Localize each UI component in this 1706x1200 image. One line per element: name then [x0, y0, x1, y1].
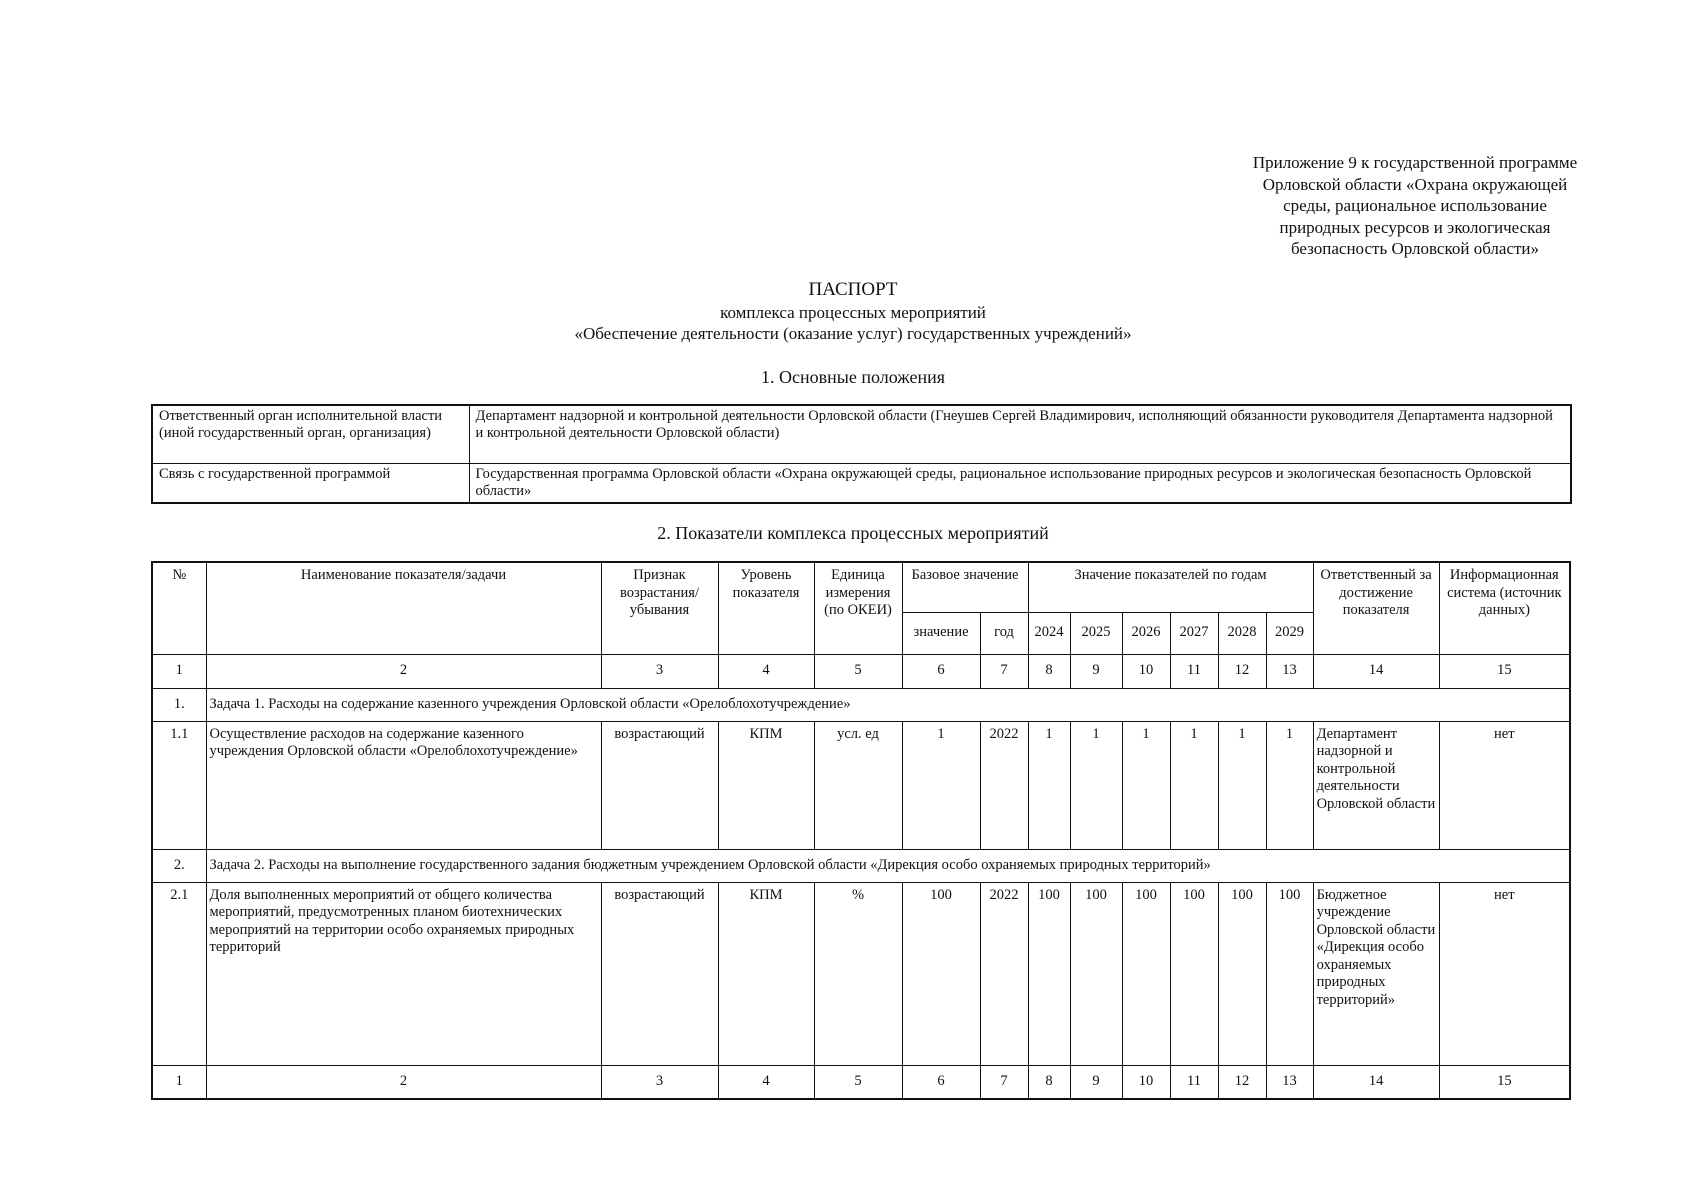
indicator-name: Осуществление расходов на содержание казенного учреждения Орловской области «Орелоблохотучреждение»: [206, 721, 601, 849]
main-provisions-table: [151, 404, 1572, 504]
section1-heading: 1. Основные положения: [761, 367, 945, 387]
column-number: 3: [601, 654, 718, 688]
row-number: 2.1: [152, 882, 206, 1065]
indicator-year-value: 1: [1070, 721, 1122, 849]
row-number: 1.1: [152, 721, 206, 849]
indicator-year-value: 100: [1266, 882, 1313, 1065]
col-header-base-value: значение: [902, 612, 980, 654]
indicator-year-value: 1: [1028, 721, 1070, 849]
indicator-year-value: 1: [1122, 721, 1170, 849]
column-number: 2: [206, 1065, 601, 1099]
col-header-sign: Признак возрастания/ убывания: [601, 562, 718, 654]
col-header-year: 2029: [1266, 612, 1313, 654]
indicator-info-system: нет: [1439, 721, 1570, 849]
indicator-year-value: 100: [1218, 882, 1266, 1065]
column-number: 1: [152, 1065, 206, 1099]
column-number: 9: [1070, 1065, 1122, 1099]
indicator-unit: усл. ед: [814, 721, 902, 849]
column-number: 6: [902, 654, 980, 688]
col-header-year: 2027: [1170, 612, 1218, 654]
table-row: [152, 882, 1570, 1065]
column-number: 12: [1218, 654, 1266, 688]
column-numbers-row: [152, 1065, 1570, 1099]
indicator-base-year: 2022: [980, 882, 1028, 1065]
column-number: 10: [1122, 1065, 1170, 1099]
title-subtitle: комплекса процессных мероприятий: [720, 303, 986, 322]
task-row: [152, 849, 1570, 882]
indicator-year-value: 100: [1028, 882, 1070, 1065]
task-text: Задача 1. Расходы на содержание казенного учреждения Орловской области «Орелоблохотучреждение»: [206, 688, 1570, 721]
title-passport: ПАСПОРТ: [808, 279, 898, 300]
table-row: [152, 721, 1570, 849]
indicators-table: [151, 561, 1571, 1100]
provision-value: Государственная программа Орловской области «Охрана окружающей среды, рациональное использование природных ресурсов и экологическая безопасность Орловской области»: [469, 463, 1571, 503]
task-text: Задача 2. Расходы на выполнение государственного задания бюджетным учреждением Орловской области «Дирекция особо охраняемых природных территорий»: [206, 849, 1570, 882]
indicator-year-value: 100: [1070, 882, 1122, 1065]
column-number: 6: [902, 1065, 980, 1099]
col-header-year: 2024: [1028, 612, 1070, 654]
column-number: 4: [718, 654, 814, 688]
column-number: 15: [1439, 654, 1570, 688]
indicator-base-year: 2022: [980, 721, 1028, 849]
column-number: 14: [1313, 1065, 1439, 1099]
indicator-level: КПМ: [718, 721, 814, 849]
indicator-year-value: 100: [1122, 882, 1170, 1065]
task-number: 2.: [152, 849, 206, 882]
indicator-responsible: Департамент надзорной и контрольной деятельности Орловской области: [1313, 721, 1439, 849]
column-number: 15: [1439, 1065, 1570, 1099]
column-number: 12: [1218, 1065, 1266, 1099]
column-number: 14: [1313, 654, 1439, 688]
indicator-year-value: 1: [1218, 721, 1266, 849]
column-number: 7: [980, 1065, 1028, 1099]
column-number: 8: [1028, 654, 1070, 688]
col-header-base: Базовое значение: [902, 562, 1028, 612]
appendix-line: Орловской области «Охрана окружающей: [1262, 174, 1568, 194]
indicator-info-system: нет: [1439, 882, 1570, 1065]
column-number: 8: [1028, 1065, 1070, 1099]
indicator-unit: %: [814, 882, 902, 1065]
appendix-line: природных ресурсов и экологическая: [1279, 217, 1551, 237]
col-header-year: 2028: [1218, 612, 1266, 654]
col-header-responsible: Ответственный за достижение показателя: [1313, 562, 1439, 654]
indicator-base-value: 1: [902, 721, 980, 849]
column-numbers-row: [152, 654, 1570, 688]
column-number: 10: [1122, 654, 1170, 688]
header-row: [152, 562, 1570, 612]
column-number: 2: [206, 654, 601, 688]
indicator-level: КПМ: [718, 882, 814, 1065]
indicator-name: Доля выполненных мероприятий от общего количества мероприятий, предусмотренных планом биотехнических мероприятий на территории особо охраняемых природных территорий: [206, 882, 601, 1065]
column-number: 4: [718, 1065, 814, 1099]
col-header-years-group: Значение показателей по годам: [1028, 562, 1313, 612]
provision-label: Ответственный орган исполнительной власти (иной государственный орган, организация): [152, 405, 469, 463]
col-header-unit: Единица измерения (по ОКЕИ): [814, 562, 902, 654]
indicator-responsible: Бюджетное учреждение Орловской области «Дирекция особо охраняемых природных территорий»: [1313, 882, 1439, 1065]
column-number: 3: [601, 1065, 718, 1099]
task-number: 1.: [152, 688, 206, 721]
indicator-year-value: 1: [1266, 721, 1313, 849]
col-header-year: 2025: [1070, 612, 1122, 654]
column-number: 11: [1170, 1065, 1218, 1099]
appendix-line: Приложение 9 к государственной программе: [1252, 153, 1578, 172]
provision-value: Департамент надзорной и контрольной деятельности Орловской области (Гнеушев Сергей Владимирович, исполняющий обязанности руководителя Департамента надзорной и контрольной деятельности Орловской области): [469, 405, 1571, 463]
column-number: 9: [1070, 654, 1122, 688]
indicator-sign: возрастающий: [601, 721, 718, 849]
col-header-base-year: год: [980, 612, 1028, 654]
appendix-line: безопасность Орловской области»: [1290, 239, 1540, 258]
column-number: 5: [814, 654, 902, 688]
col-header-num: №: [152, 562, 206, 654]
col-header-info: Информационная система (источник данных): [1439, 562, 1570, 654]
section2-heading: 2. Показатели комплекса процессных мероприятий: [657, 523, 1049, 543]
indicator-sign: возрастающий: [601, 882, 718, 1065]
col-header-name: Наименование показателя/задачи: [206, 562, 601, 654]
column-number: 13: [1266, 654, 1313, 688]
col-header-year: 2026: [1122, 612, 1170, 654]
document-title: [0, 278, 1706, 344]
appendix-line: среды, рациональное использование: [1283, 196, 1547, 215]
task-row: [152, 688, 1570, 721]
column-number: 5: [814, 1065, 902, 1099]
column-number: 11: [1170, 654, 1218, 688]
indicator-base-value: 100: [902, 882, 980, 1065]
column-number: 13: [1266, 1065, 1313, 1099]
appendix-note: [1225, 152, 1605, 260]
column-number: 1: [152, 654, 206, 688]
table-row: [152, 463, 1571, 503]
column-number: 7: [980, 654, 1028, 688]
title-program-name: «Обеспечение деятельности (оказание услуг) государственных учреждений»: [574, 324, 1132, 343]
table-row: [152, 405, 1571, 463]
indicator-year-value: 100: [1170, 882, 1218, 1065]
col-header-level: Уровень показателя: [718, 562, 814, 654]
indicator-year-value: 1: [1170, 721, 1218, 849]
provision-label: Связь с государственной программой: [152, 463, 469, 503]
